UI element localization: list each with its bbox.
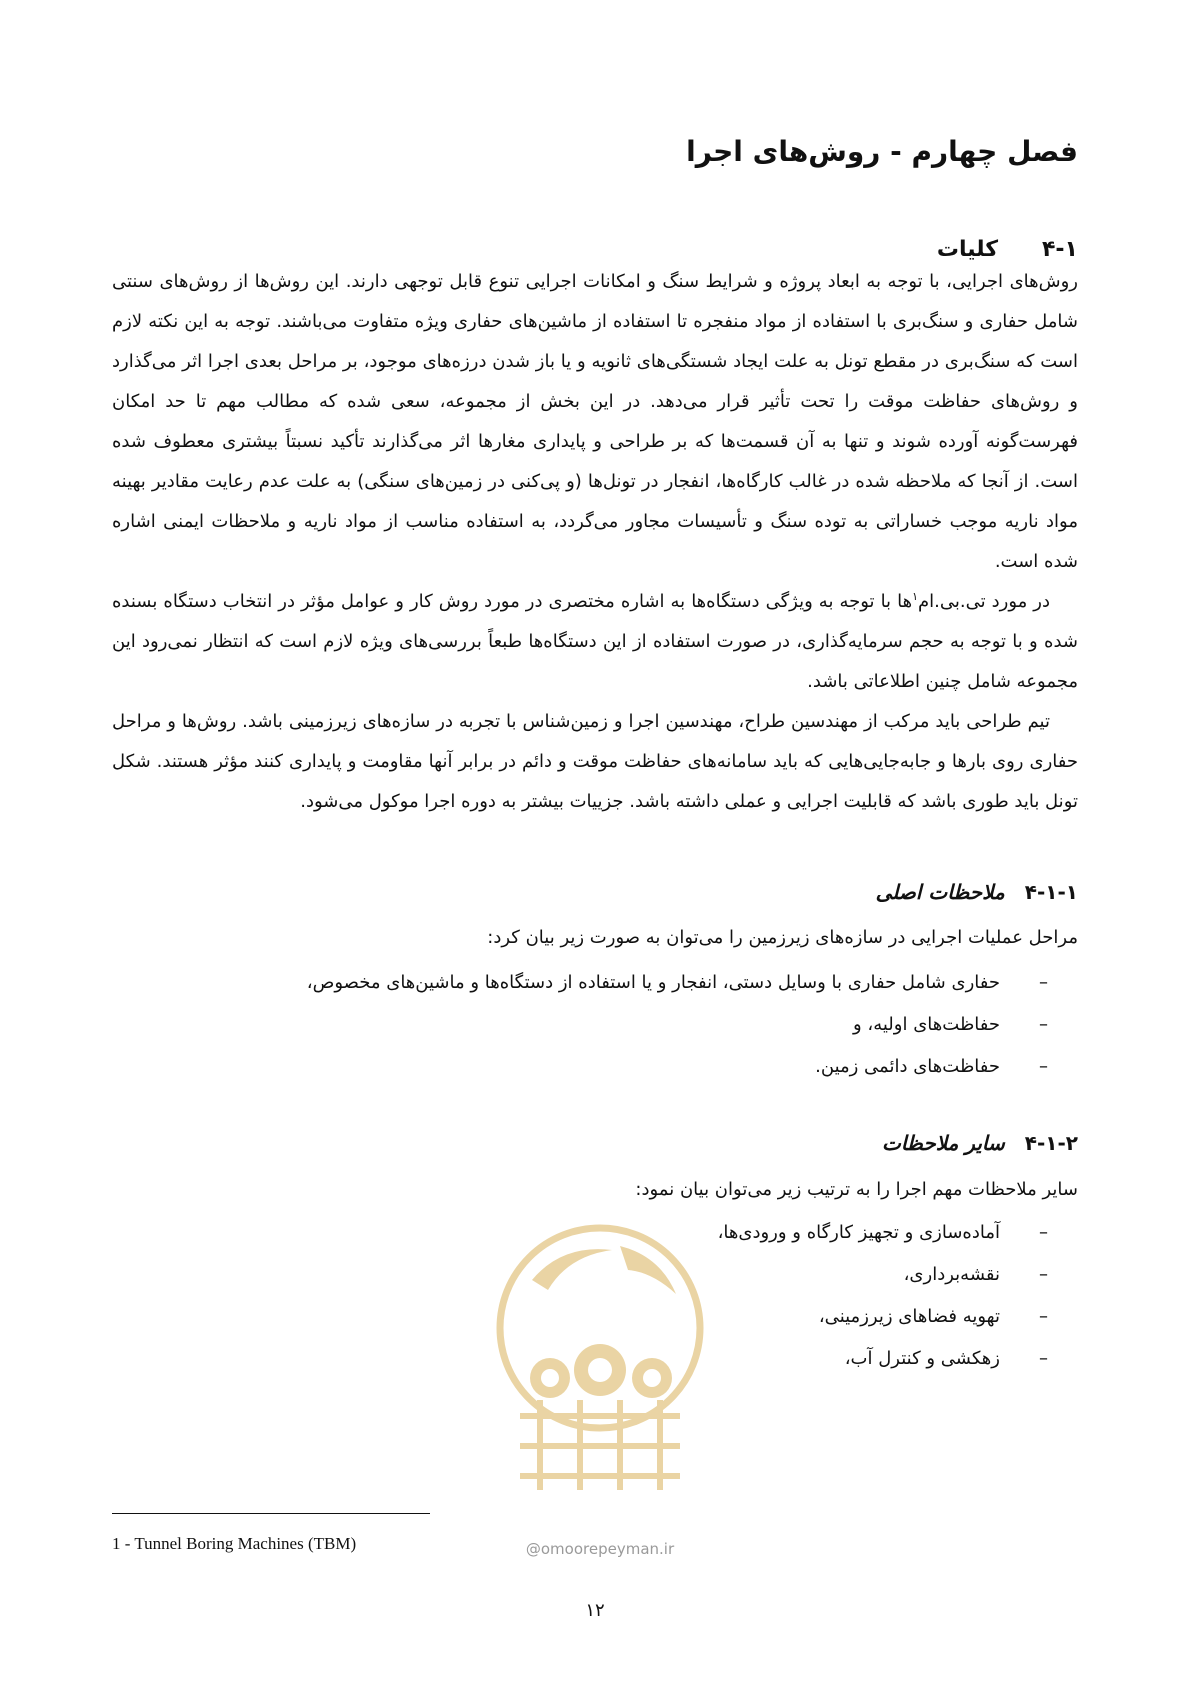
list-item xyxy=(112,962,1078,1004)
chapter-title: فصل چهارم - روش‌های اجرا xyxy=(686,135,1078,168)
subsection-1-lead: مراحل عملیات اجرایی در سازه‌های زیرزمین را می‌توان به صورت زیر بیان کرد: xyxy=(487,927,1078,948)
watermark-logo xyxy=(480,1210,720,1520)
subsection-2-lead: سایر ملاحظات مهم اجرا را به ترتیب زیر می‌توان بیان نمود: xyxy=(635,1179,1078,1200)
bullet-dash: – xyxy=(1039,1306,1048,1327)
intro-text xyxy=(112,262,1078,822)
section-number: ۴-۱ xyxy=(1042,237,1078,262)
tbm-paragraph-rest: ها با توجه به ویژگی دستگاه‌ها به اشاره مختصری در مورد روش کار و عوامل مؤثر در انتخاب دستگاه بسنده شده و با توجه به حجم سرمایه‌گذاری، در صورت استفاده از این دستگاه‌ها طبعاً بررسی‌های ویژه لازم است که انتظار نمی‌رود این مجموعه شامل چنین اطلاعاتی باشد. xyxy=(112,591,1078,692)
bullet-dash: – xyxy=(1039,1348,1048,1369)
bullet-dash: – xyxy=(1039,1222,1048,1243)
list-item xyxy=(112,1004,1078,1046)
list-item-text: نقشه‌برداری، xyxy=(903,1264,1000,1285)
subsection-2-number: ۴-۱-۲ xyxy=(1024,1131,1078,1155)
subsection-1-list xyxy=(112,962,1078,1088)
bullet-dash: – xyxy=(1039,1056,1048,1077)
list-item-text: تهویه فضاهای زیرزمینی، xyxy=(818,1306,1000,1327)
page-number: ۱۲ xyxy=(585,1600,605,1621)
list-item-text: زهکشی و کنترل آب، xyxy=(844,1348,1000,1369)
tbm-paragraph-start: در مورد تی.بی.ام xyxy=(918,591,1051,612)
bullet-dash: – xyxy=(1039,1014,1048,1035)
subsection-1-title: ملاحظات اصلی xyxy=(875,880,1005,904)
footnote-divider xyxy=(112,1513,430,1514)
tbm-paragraph xyxy=(112,582,1078,702)
watermark-site: @omoorepeyman.ir xyxy=(525,1540,675,1558)
subsection-2-heading xyxy=(112,1123,1078,1163)
list-item-text: حفاری شامل حفاری با وسایل دستی، انفجار و یا استفاده از دستگاه‌ها و ماشین‌های مخصوص، xyxy=(306,972,1000,993)
bullet-dash: – xyxy=(1039,1264,1048,1285)
bullet-dash: – xyxy=(1039,972,1048,993)
team-paragraph: تیم طراحی باید مرکب از مهندسین طراح، مهندسین اجرا و زمین‌شناس با تجربه در سازه‌های زیرزمینی باشد. روش‌ها و مراحل حفاری روی بارها و جابه‌جایی‌هایی که باید سامانه‌های حفاظت موقت و دائم در برابر آنها مقاومت و پایداری کنند مؤثر هستند. شکل تونل باید طوری باشد که قابلیت اجرایی و عملی داشته باشد. جزییات بیشتر به دوره اجرا موکول می‌شود. xyxy=(112,711,1078,812)
footnote: 1 - Tunnel Boring Machines (TBM) xyxy=(112,1534,357,1553)
footnote-ref-mark: ۱ xyxy=(912,590,918,603)
list-item-text: حفاظت‌های اولیه، و xyxy=(853,1014,1000,1035)
list-item xyxy=(112,1046,1078,1088)
list-item-text: حفاظت‌های دائمی زمین. xyxy=(815,1056,1000,1077)
list-item-text: آماده‌سازی و تجهیز کارگاه و ورودی‌ها، xyxy=(717,1222,1000,1243)
section-title: کلیات xyxy=(936,237,998,262)
subsection-1-heading xyxy=(112,872,1078,912)
intro-paragraph: روش‌های اجرایی، با توجه به ابعاد پروژه و شرایط سنگ و امکانات اجرایی تنوع قابل توجهی دارند. این روش‌ها از روش‌های سنتی شامل حفاری و سنگ‌بری با استفاده از مواد منفجره تا استفاده از ماشین‌های حفاری ویژه متفاوت می‌باشند. توجه به این نکته لازم است که سنگ‌بری در مقطع تونل به علت ایجاد شستگی‌های ثانویه و یا باز شدن درزه‌های موجود، بر مراحل بعدی اجرا اثر می‌گذارد و روش‌های حفاظت موقت را تحت تأثیر قرار می‌دهد. در این بخش از مجموعه، سعی شده که مطالب مهم تا حد امکان فهرست‌گونه آورده شوند و تنها به آن قسمت‌ها که بر طراحی و پایداری مغارها اثر می‌گذارند تأکید نسبتاً بیشتری معطوف شده است. از آنجا که ملاحظه شده در غالب کارگاه‌ها، انفجار در تونل‌ها (و پی‌کنی در زمین‌های سنگی) به علت عدم رعایت مقادیر بهینه مواد ناریه موجب خساراتی به توده سنگ و تأسیسات مجاور می‌گردد، به استفاده مناسب از مواد ناریه و ملاحظات ایمنی اشاره شده است. xyxy=(112,271,1078,572)
subsection-1-number: ۴-۱-۱ xyxy=(1024,880,1078,904)
subsection-2-title: سایر ملاحظات xyxy=(882,1131,1005,1155)
